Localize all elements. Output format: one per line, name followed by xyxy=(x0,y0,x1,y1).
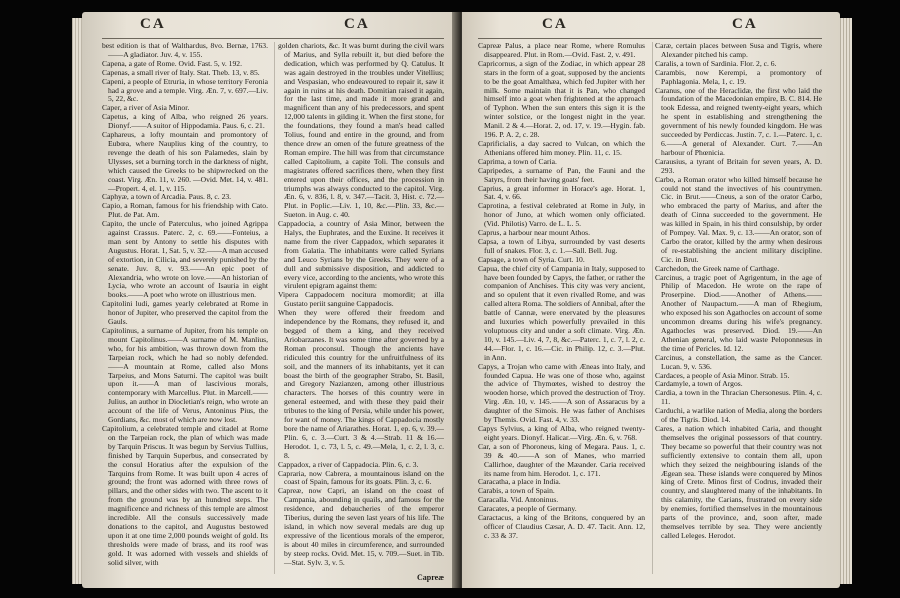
right-page-header-left: CA xyxy=(542,16,568,32)
left-page-column-1 xyxy=(102,42,268,580)
right-page-column-1 xyxy=(478,42,645,580)
dictionary-entry: Capeni, a people of Etruria, in whose territory Feronia had a grove and a temple. Virg. Æn. 7, v. 697.—Liv. 5, 22, &c. xyxy=(102,76,268,104)
dictionary-entry: Caprius, a great informer in Horace's age. Horat. 1, Sat. 4, v. 66. xyxy=(478,183,645,202)
dictionary-entry: golden chariots, &c. It was burnt during the civil wars of Marius, and Sylla rebuilt it, but died before the dedication, which was performed by Q. Catulus. It was again destroyed in the troubles under Vitellius; and Vespasian, who endeavoured to repair it, saw it again in ruins at his death. Domitian raised it again, for the last time, and made it more grand and magnificent than any of his predecessors, and spent 12,000 talents in gilding it. When the first stone, for the foundations, they found a man's head called Tolius, found and entire in the ground, and from thence drew an omen of the future greatness of the Roman empire. The hill was from that circumstance called Capitolium, a capite Toli. The consuls and magistrates offered sacrifices there, when they first entered upon their offices, and the procession in triumphs was always conducted to the capitol. Virg. Æn. 6, v. 836, l. 8, v. 347.—Tacit. 3, Hist. c. 72.—Plut. in Poplic.—Liv. 1, 10, &c.—Plin. 33, &c.—Sueton. in Aug. c. 40. xyxy=(278,42,444,220)
dictionary-entry: Capricornus, a sign of the Zodiac, in which appear 28 stars in the form of a goat, supposed by the ancients to be the goat Amalthæa, which fed Jupiter with her milk. Some maintain that it is Pan, who changed himself into a goat when frightened at the approach of Typhon. When the sun enters this sign it is the winter solstice, or the longest night in the year. Manil. 2 & 4.—Horat. 2, od. 17, v. 19.—Hygin. fab. 196. P. A. 2, c. 28. xyxy=(478,58,645,140)
dictionary-entry: Cardia, a town in the Thracian Chersonesus. Plin. 4, c. 11. xyxy=(655,388,822,407)
dictionary-entry: Cappadox, a river of Cappadocia. Plin. 6, c. 3. xyxy=(278,459,419,469)
dictionary-entry: Caralis, a town of Sardinia. Flor. 2, c. 6. xyxy=(655,58,777,68)
dictionary-entry: Caracatha, a place in India. xyxy=(478,477,561,487)
dictionary-entry: Capetus, a king of Alba, who reigned 26 years. Dionyf.——A suitor of Hippodamia. Paus. 6, c. 21. xyxy=(102,112,268,131)
dictionary-entry: Caprificialis, a day sacred to Vulcan, on which the Athenians offered him money. Plin. 11, c. 15. xyxy=(478,138,645,157)
dictionary-entry: Caracalla. Vid. Antoninus. xyxy=(478,495,559,505)
dictionary-entry: Capenas, a small river of Italy. Stat. Theb. 13, v. 85. xyxy=(102,67,260,77)
dictionary-entry: Carabis, a town of Spain. xyxy=(478,486,555,496)
dictionary-entry: Caranus, one of the Heraclidæ, the first who laid the foundation of the Macedonian empire, B. C. 814. He took Edessa, and reigned twenty-eight years, which he spent in establishing and strengthening the government of his newly founded kingdom. He was succeeded by Perdiccas. Justin. 7, c. 1.—Paterc. 1, c. 6.——A general of Alexander. Curt. 7.——An harbour of Phœnicia. xyxy=(655,85,822,157)
right-page-column-2 xyxy=(655,42,822,580)
header-rule xyxy=(102,38,444,39)
dictionary-entry: Capena, a gate of Rome. Ovid. Fast. 5, v. 192. xyxy=(102,58,242,68)
dictionary-entry: Carausius, a tyrant of Britain for seven years, A. D. 293. xyxy=(655,156,822,175)
dictionary-entry: Capys, a Trojan who came with Æneas into Italy, and founded Capua. He was one of those who, against the advice of Thymœtes, wished to destroy the wooden horse, which proved the destruction of Troy. Virg. Æn. 10, v. 145.——A son of Assaracus by a daughter of the Simois. He was father of Anchises by Themis. Ovid. Fast. 4, v. 33. xyxy=(478,361,645,425)
left-page-columns xyxy=(102,42,444,580)
dictionary-entry: Caprima, a town of Caria. xyxy=(478,156,557,166)
dictionary-entry: Carcinus, a tragic poet of Agrigentum, in the age of Philip of Macedon. He wrote on the rape of Proserpine. Diod.——Another of Athens.——Another of Naupactum.——A man of Rhegium, who exposed his son Agathocles on account of some uncommon dreams during his wife's pregnancy. Agathocles was preserved. Diod. 19.——An Athenian general, who laid waste Peloponnesus in the time of Pericles. Id. 12. xyxy=(655,272,822,353)
dictionary-entry: Capreæ Palus, a place near Rome, where Romulus disappeared. Plut. in Rom.—Ovid. Fast. 2, v. 491. xyxy=(478,42,645,59)
dictionary-entry: Capripedes, a surname of Pan, the Fauni and the Satyrs, from their having goats' feet. xyxy=(478,165,645,184)
dictionary-entry: Capraria, now Cabrera, a mountainous island on the coast of Spain, famous for its goats. Plin. 3, c. 6. xyxy=(278,468,444,487)
dictionary-entry: Caræ, certain places between Susa and Tigris, where Alexander pitched his camp. xyxy=(655,42,822,59)
dictionary-entry: When they were offered their freedom and independence by the Romans, they refused it, and begged of them a king, and they received Ariobarzanes. It was some time after governed by a Roman proconsul. Though the ancients have ridiculed this country for the unfruitfulness of its soil, and the manners of its inhabitants, yet it can boast the birth of the geographer Strabo, St. Basil, and Gregory Nazianzen, among other illustrious characters. The horses of this country were in general esteemed, and with these they paid their tributes to the king of Persia, while under his power, for want of money. The kings of Cappadocia mostly bore the name of Ariarathes. Horat. 1, ep. 6, v. 39.—Plin. 6, c. 3.—Curt. 3 & 4.—Strab. 11 & 16.—Herodot. 1, c. 73, l. 5, c. 49.—Mela, 1, c. 2, l. 3, c. 8. xyxy=(278,308,444,460)
right-page xyxy=(462,12,840,588)
dictionary-entry: Caprotina, a festival celebrated at Rome in July, in honor of Juno, at which women only officiated. (Vid. Philotis) Varro. de L. L. 5. xyxy=(478,201,645,229)
right-page-header-right: CA xyxy=(732,16,758,32)
dictionary-entry: Caper, a river of Asia Minor. xyxy=(102,103,190,113)
dictionary-entry: Caracates, a people of Germany. xyxy=(478,504,577,514)
dictionary-entry: Caphareus, a lofty mountain and promontory of Eubœa, where Nauplius king of the country, to revenge the death of his son Palamedes, slain by Ulysses, set a burning torch in the darkness of night, which caused the Greeks to be shipwrecked on the coast. Virg. Æn. 11, v. 260. —Ovid. Met. 14, v. 481.—Propert. 4, el. 1, v. 115. xyxy=(102,130,268,193)
dictionary-entry: Cardamyle, a town of Argos. xyxy=(655,379,743,389)
left-page xyxy=(82,12,458,588)
dictionary-entry: Capitolinus, a surname of Jupiter, from his temple on mount Capitolinus.——A surname of M. Manlius, who, for his ambition, was thrown down from the Tarpeian rock, which he had so nobly defended.——A mountain at Rome, called also Mons Tarpeius, and Mons Saturni. The capitol was built upon it.——A man of lascivious morals, contemporary with Marcellus. Plut. in Marcell.——Julius, an author in Diocletian's reign, who wrote an account of the life of Verus, Antoninus Pius, the Gordians, &c. most of which are now lost. xyxy=(102,326,268,425)
dictionary-entry: best edition is that of Walthardus, 8vo. Bernæ, 1763. ——A gladiator. Juv. 4, v. 155. xyxy=(102,42,268,59)
dictionary-entry: Capio, a Roman, famous for his friendship with Cato. Plut. de Pat. Am. xyxy=(102,201,268,220)
left-page-header-left: CA xyxy=(140,16,166,32)
left-page-header-right: CA xyxy=(344,16,370,32)
left-page-column-2 xyxy=(278,42,444,580)
dictionary-entry: Carchedon, the Greek name of Carthage. xyxy=(655,263,780,273)
dictionary-entry: Caphyæ, a town of Arcadia. Paus. 8, c. 23. xyxy=(102,192,232,202)
dictionary-entry: Carbo, a Roman orator who killed himself because he could not stand the invectives of his countrymen. Cic. in Brut.——Cneus, a son of the orator Carbo, who embraced the party of Marius, and after the death of Cinna succeeded to the government. He was killed in Spain, in his third consulship, by order of Pompey. Val. Max. 9, c. 13.——An orator, son of Carbo the orator, killed by the army when desirous of re-establishing the ancient military discipline. Cic. in Brut. xyxy=(655,174,822,264)
dictionary-entry: Caprus, a harbour near mount Athos. xyxy=(478,228,590,238)
dictionary-entry: Car, a son of Phoroneus, king of Megara. Paus. 1, c. 39 & 40.——A son of Manes, who married Callirhoe, daughter of the Mæander. Caria received its name from him. Herodot. 1, c. 171. xyxy=(478,441,645,478)
dictionary-entry: Capsa, a town of Libya, surrounded by vast deserts full of snakes. Flor. 3, c. 1.—Sall. Bell. Jug. xyxy=(478,236,645,255)
dictionary-entry: Capua, the chief city of Campania in Italy, supposed to have been founded by Capys, the father, or rather the companion of Anchises. This city was very ancient, and so opulent that it even rivalled Rome, and was called altera Roma. The soldiers of Annibal, after the battle of Cannæ, were enervated by the pleasures and luxuries which powerfully prevailed in this voluptuous city and under a soft climate. Virg. Æn. 10, v. 145.—Liv. 4, 7, 8, &c.—Paterc. 1, c. 7, l. 2, c. 44.—Flor. 1, c. 16.—Cic. in Philip. 12, c. 3.—Plut. in Ann. xyxy=(478,263,645,362)
dictionary-entry: Carambis, now Kerempi, a promontory of Paphlagonia. Mela, 1, c. 19. xyxy=(655,67,822,86)
dictionary-entry: Capys Sylvius, a king of Alba, who reigned twenty-eight years. Dionyf. Halicar.—Virg. Æn. 6, v. 768. xyxy=(478,423,645,442)
column-divider xyxy=(274,42,275,574)
dictionary-entry: Capitolini ludi, games yearly celebrated at Rome in honor of Jupiter, who preserved the capitol from the Gauls. xyxy=(102,299,268,327)
dictionary-entry: Cappadocia, a country of Asia Minor, between the Halys, the Euphrates, and the Euxine. It receives it name from the river Cappadox, which separates it from Galatia. The inhabitants were called Syrians and Leuco Syrians by the Greeks. They were of a dull and submissive disposition, and addicted to every vice, according to the ancients, who wrote this virulent epigram against them: xyxy=(278,219,444,291)
dictionary-entry: Cardaces, a people of Asia Minor. Strab. 15. xyxy=(655,370,790,380)
dictionary-entry: Capreæ, now Capri, an island on the coast of Campania, abounding in quails, and famous for the residence, and debaucheries of the emperor Tiberius, during the seven last years of his life. The island, in which now several medals are dug up expressive of the licentious morals of the emperor, is about 40 miles in circumference, and surrounded by steep rocks. Ovid. Met. 15, v. 709.—Suet. in Tib.—Stat. Sylv. 3, v. 5. xyxy=(278,486,444,567)
dictionary-entry: Cares, a nation which inhabited Caria, and thought themselves the original possessors of that country. They became so powerful that their country was not sufficiently extensive to contain them all, upon which they seized the neighbouring islands of the Ægean sea. These islands were conquered by Minos king of Crete. Minos first of Codrus, invaded their country, and slaughtered many of the inhabitants. In this calamity, the Carians, frustrated on every side by enemies, fortified themselves in the mountainous parts of the province, and, soon after, made themselves terrible by sea. They were anciently called Leleges. Herodot. xyxy=(655,423,822,540)
catchword: Capreæ xyxy=(417,573,444,582)
dictionary-entry: Capito, the uncle of Paterculus, who joined Agrippa against Crassus. Paterc. 2, c. 69.——Fonteius, a man sent by Antony to settle his disputes with Augustus. Horat. 1, Sat. 5, v. 32.——A man accused of extortion, in Cilicia, and severely punished by the senate. Juv. 8, v. 93.——An epic poet of Alexandria, who wrote on love.——An historian of Lycia, who wrote an account of Isauria in eight books.——A poet who wrote on illustrious men. xyxy=(102,219,268,300)
right-page-columns xyxy=(478,42,822,580)
dictionary-entry: Carduchi, a warlike nation of Media, along the borders of the Tigris. Diod. 14. xyxy=(655,406,822,425)
header-rule xyxy=(478,38,822,39)
dictionary-entry: Capitolium, a celebrated temple and citadel at Rome on the Tarpeian rock, the plan of which was made by Tarquin Priscus. It was begun by Servius Tullius, finished by Tarquin Superbus, and consecrated by the consul Horatius after the expulsion of the Tarquins from Rome. It was built upon 4 acres of ground; the front was adorned with three rows of pillars, and the other sides with two. The ascent to it from the ground was by an hundred steps. The magnificence and richness of this temple are almost incredible. All the consuls successively made donations to the capitol, and Augustus bestowed upon it at one time 2,000 pounds weight of gold. Its thresholds were made of brass, and its roof was gold. It was adorned with vessels and shields of solid silver, with xyxy=(102,423,268,567)
dictionary-entry: Carcinus, a constellation, the same as the Cancer. Lucan. 9, v. 536. xyxy=(655,352,822,371)
dictionary-entry: Capsage, a town of Syria. Curt. 10. xyxy=(478,254,585,264)
dictionary-entry: Caractacus, a king of the Britons, conquered by an officer of Claudius Cæsar, A. D. 47. Tacit. Ann. 12, c. 33 & 37. xyxy=(478,513,645,540)
column-divider xyxy=(652,42,653,574)
dictionary-entry: Vipera Cappadocem nocitura momordit; at illa Gustato periit sanguine Cappadocis. xyxy=(278,290,444,309)
page-edges-right xyxy=(838,18,852,584)
